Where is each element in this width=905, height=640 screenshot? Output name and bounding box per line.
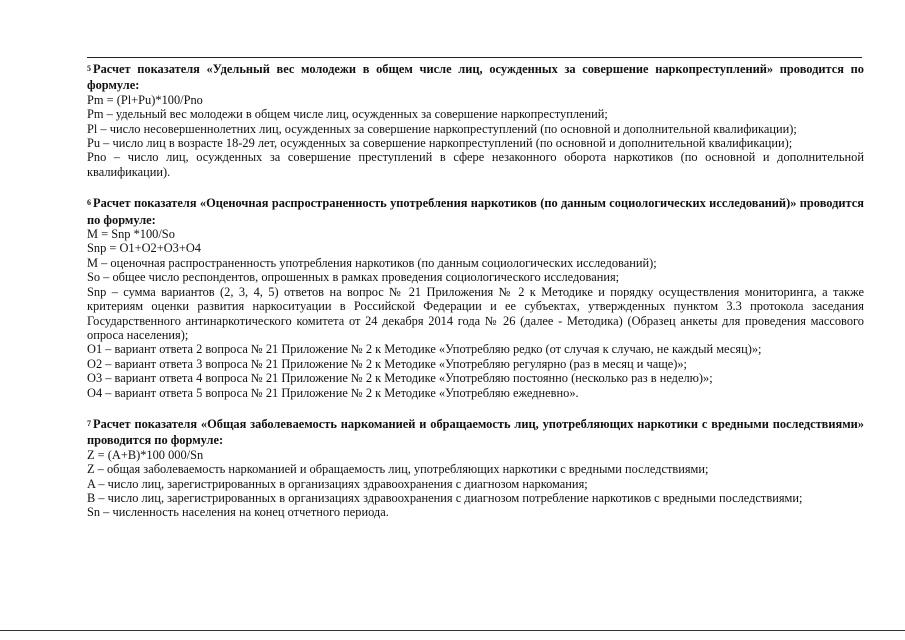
page-bottom-edge xyxy=(0,630,905,631)
footnote-6-heading-text: Расчет показателя «Оценочная распространенность употребления наркотиков (по данным социологических исследований)» проводится по формуле: xyxy=(87,196,864,227)
footnote-5-heading xyxy=(87,62,864,93)
footnote-7-number: 7 xyxy=(87,418,91,428)
definition-m: M – оценочная распространенность употребления наркотиков (по данным социологических исследований); xyxy=(87,255,657,270)
footnote-7-heading-text: Расчет показателя «Общая заболеваемость наркоманией и обращаемость лиц, употребляющих наркотики с вредными последствиями» проводится по формуле: xyxy=(87,416,864,448)
formula-m: M = Snp *100/So xyxy=(87,227,175,242)
footnote-6 xyxy=(87,196,864,400)
footnotes-block xyxy=(87,62,864,520)
footnote-6-number: 6 xyxy=(87,198,91,208)
definition-pm: Pm – удельный вес молодежи в общем числе лиц, осужденных за совершение наркопреступлений; xyxy=(87,107,608,122)
footnote-separator-line xyxy=(87,57,862,58)
definition-sn: Sn – численность населения на конец отчетного периода. xyxy=(87,505,389,520)
definition-o4: O4 – вариант ответа 5 вопроса № 21 Приложение № 2 к Методике «Употребляю ежедневно». xyxy=(87,385,579,400)
footnote-5 xyxy=(87,62,864,179)
definition-a: A – число лиц, зарегистрированных в организациях здравоохранения с диагнозом наркомания; xyxy=(87,476,588,491)
definition-o3: O3 – вариант ответа 4 вопроса № 21 Приложение № 2 к Методике «Употребляю постоянно (несколько раз в неделю)»; xyxy=(87,371,713,386)
footnote-5-number: 5 xyxy=(87,64,91,73)
definition-z: Z – общая заболеваемость наркоманией и обращаемость лиц, употребляющих наркотики с вредными последствиями; xyxy=(87,462,709,477)
formula-pm: Pm = (Pl+Pu)*100/Pno xyxy=(87,92,203,107)
definition-b: B – число лиц, зарегистрированных в организациях здравоохранения с диагнозом потребление наркотиков с вредными последствиями; xyxy=(87,490,803,505)
formula-snp: Snp = O1+O2+O3+O4 xyxy=(87,241,202,256)
definition-pno: Pno – число лиц, осужденных за совершение преступлений в сфере незаконного оборота наркотиков (по основной и дополнительной квалификации). xyxy=(87,150,864,179)
definition-pl: Pl – число несовершеннолетних лиц, осужденных за совершение наркопреступлений (по основной и дополнительной квалификации); xyxy=(87,121,797,136)
footnote-5-heading-text: Расчет показателя «Удельный вес молодежи в общем числе лиц, осужденных за совершение наркопреступлений» проводится по формуле: xyxy=(87,62,864,93)
definition-so: So – общее число респондентов, опрошенных в рамках проведения социологического исследования; xyxy=(87,270,620,285)
definition-o2: O2 – вариант ответа 3 вопроса № 21 Приложение № 2 к Методике «Употребляю регулярно (раз в месяц и чаще)»; xyxy=(87,356,687,371)
footnote-7 xyxy=(87,417,864,520)
definition-pu: Pu – число лиц в возрасте 18-29 лет, осужденных за совершение наркопреступлений (по основной и дополнительной квалификации); xyxy=(87,136,793,151)
formula-z: Z = (A+B)*100 000/Sn xyxy=(87,447,204,462)
footnote-6-heading xyxy=(87,196,864,227)
definition-o1: O1 – вариант ответа 2 вопроса № 21 Приложение № 2 к Методике «Употребляю редко (от случая к случаю, не каждый месяц)»; xyxy=(87,342,762,357)
footnote-7-heading xyxy=(87,417,864,448)
definition-snp: Snp – сумма вариантов (2, 3, 4, 5) ответов на вопрос № 21 Приложения № 2 к Методике и порядку осуществления мониторинга, а также критериям оценки развития наркоситуации в Российской Федерации и ее субъектах, утвержденных пунктом 3.3 протокола заседания Государственного антинаркотического комитета от 24 декабря 2014 года № 26 (далее - Методика) (Образец анкеты для проведения массового опроса населения); xyxy=(87,284,864,342)
